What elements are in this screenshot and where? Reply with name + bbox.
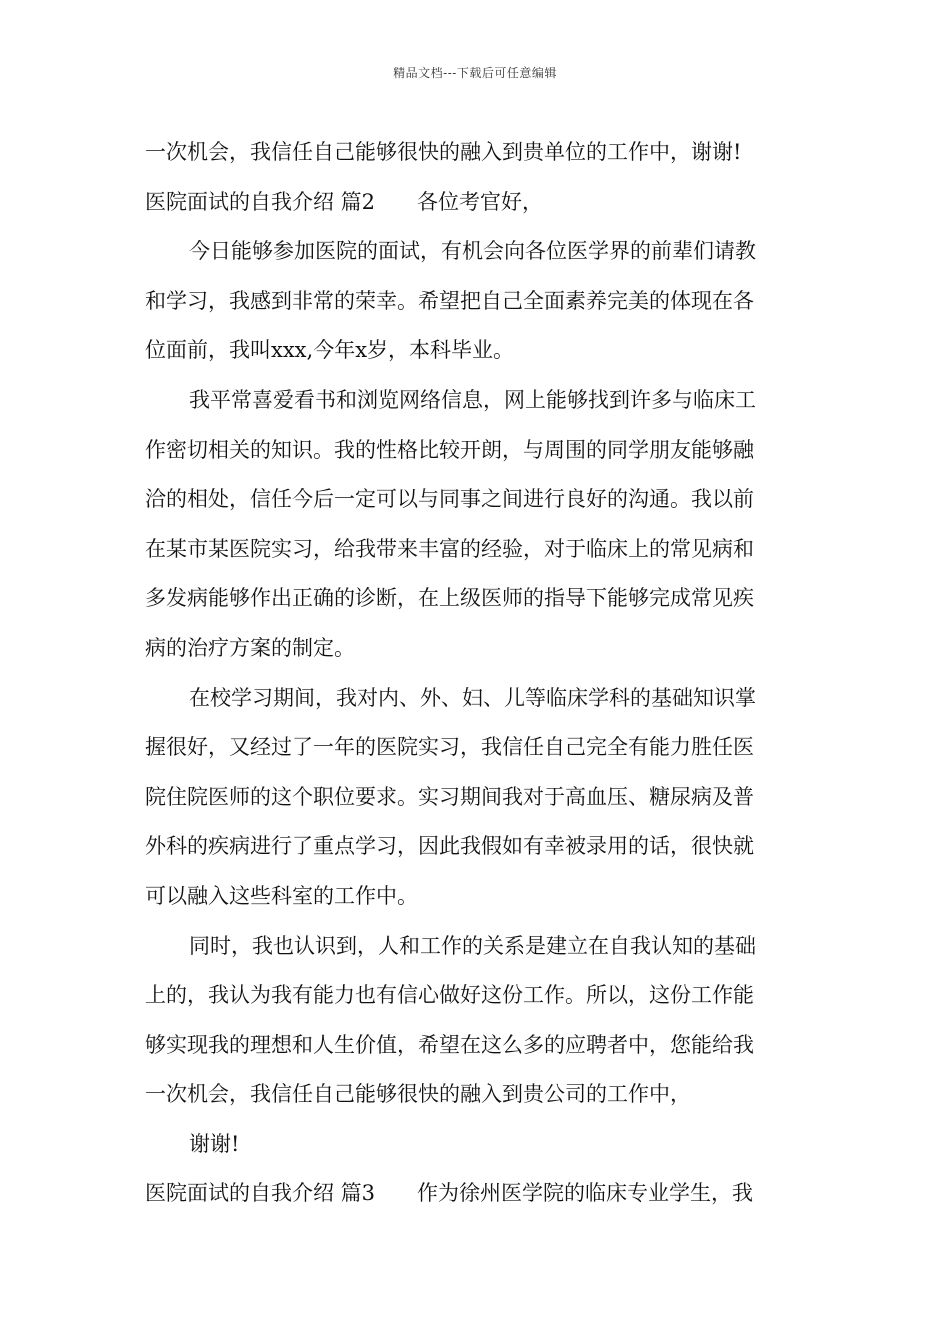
paragraph-line: 谢谢!	[189, 1131, 240, 1156]
paragraph-line: 今日能够参加医院的面试，有机会向各位医学界的前辈们请教	[189, 239, 756, 264]
paragraph-line: 病的治疗方案的制定。	[145, 635, 355, 660]
section-heading-line	[145, 182, 810, 232]
paragraph-line: 够实现我的理想和人生价值，希望在这么多的应聘者中，您能给我	[145, 1032, 754, 1057]
section-heading: 医院面试的自我介绍 篇2	[145, 189, 376, 214]
paragraph-line: 作密切相关的知识。我的性格比较开朗，与周围的同学朋友能够融	[145, 437, 754, 462]
section-heading-line	[145, 1173, 810, 1223]
paragraph-line: 洽的相处，信任今后一定可以与同事之间进行良好的沟通。我以前	[145, 487, 754, 512]
paragraph-line: 多发病能够作出正确的诊断，在上级医师的指导下能够完成常见疾	[145, 586, 754, 611]
greeting-text: 各位考官好，	[417, 189, 544, 214]
paragraph-start-text: 作为徐州医学院的临床专业学生，我	[417, 1181, 754, 1206]
paragraph-line: 握很好，又经过了一年的医院实习，我信任自己完全有能力胜任医	[145, 735, 754, 760]
paragraph-line: 和学习，我感到非常的荣幸。希望把自己全面素养完美的体现在各	[145, 288, 754, 313]
paragraph-line: 在某市某医院实习，给我带来丰富的经验，对于临床上的常见病和	[145, 536, 754, 561]
paragraph-line: 可以融入这些科室的工作中。	[145, 883, 418, 908]
paragraph-line: 一次机会，我信任自己能够很快的融入到贵公司的工作中，	[145, 1082, 691, 1107]
paragraph-line: 同时，我也认识到，人和工作的关系是建立在自我认知的基础	[189, 933, 756, 958]
section-heading: 医院面试的自我介绍 篇3	[145, 1181, 376, 1206]
paragraph-line: 位面前，我叫xxx,今年x岁，本科毕业。	[145, 338, 515, 363]
paragraph-line: 我平常喜爱看书和浏览网络信息，网上能够找到许多与临床工	[189, 387, 756, 412]
paragraph-line: 院住院医师的这个职位要求。实习期间我对于高血压、糖尿病及普	[145, 784, 754, 809]
paragraph-line: 上的，我认为我有能力也有信心做好这份工作。所以，这份工作能	[145, 983, 754, 1008]
page-header: 精品文档---下载后可任意编辑	[393, 66, 557, 80]
document-body	[145, 132, 810, 1223]
paragraph-line: 在校学习期间，我对内、外、妇、儿等临床学科的基础知识掌	[189, 685, 756, 710]
paragraph-line: 外科的疾病进行了重点学习，因此我假如有幸被录用的话，很快就	[145, 834, 754, 859]
paragraph-line: 一次机会，我信任自己能够很快的融入到贵单位的工作中，谢谢!	[145, 140, 742, 164]
